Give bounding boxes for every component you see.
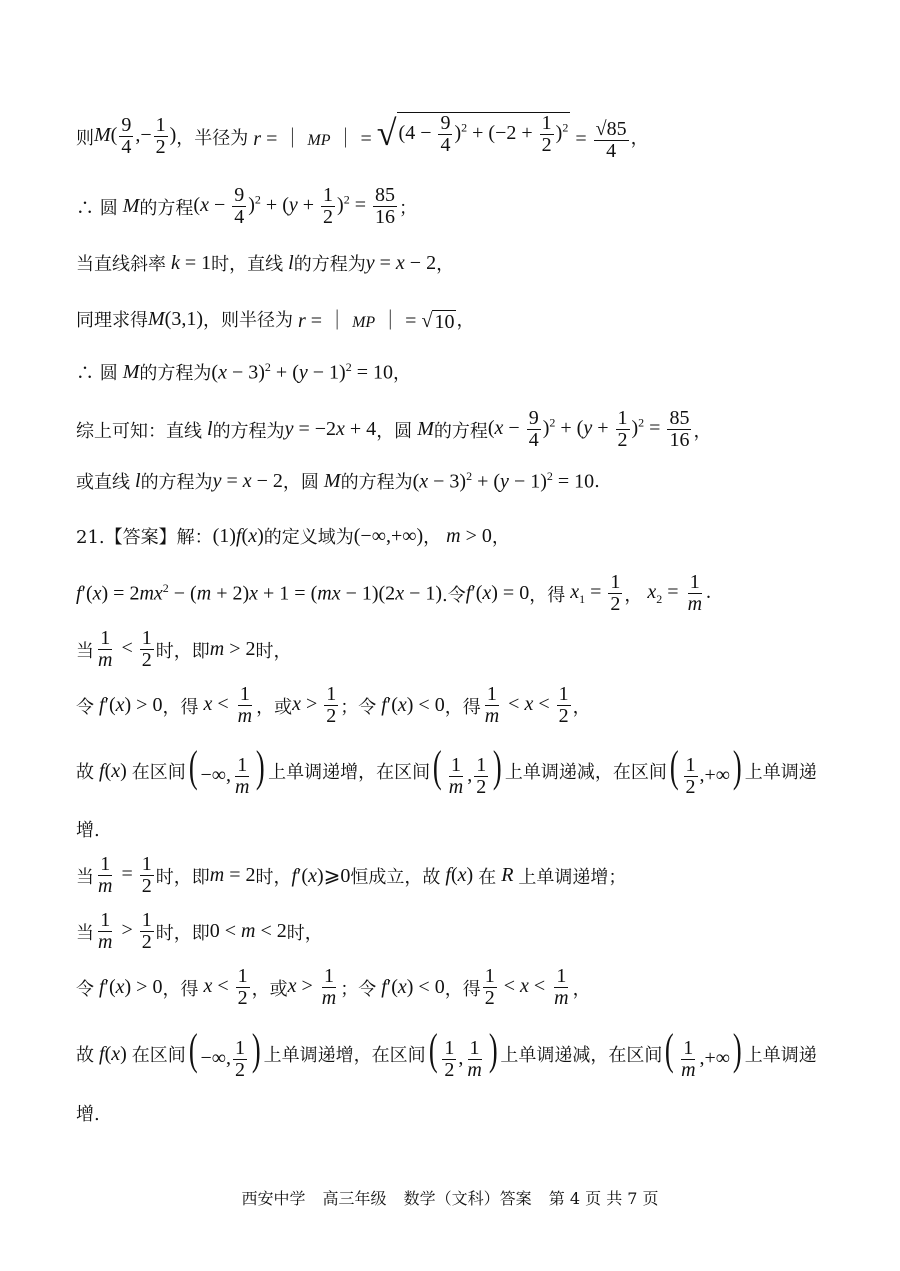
math: f′(x) < 0 — [381, 694, 445, 716]
line-4 — [76, 304, 474, 334]
text: 时，直线 — [211, 254, 284, 275]
math-fx: (1)f(x) — [212, 524, 264, 547]
text: ； — [399, 197, 417, 219]
line-11 — [76, 684, 591, 727]
text: 时， — [255, 866, 292, 888]
math: f′(x) > 0 — [99, 976, 163, 998]
line-12-monotonic — [76, 742, 817, 798]
math-line-eq: y = x − 2 — [212, 469, 283, 492]
text: ， — [624, 584, 643, 606]
footer-page-number: 第 4 页 共 7 页 — [548, 1189, 659, 1208]
math-m: M — [117, 360, 140, 383]
text: ，则半径为 — [203, 310, 293, 331]
line-10 — [76, 628, 291, 671]
text: ， — [436, 254, 455, 275]
text: ∴ 圆 — [76, 363, 118, 384]
math-equation: (x − $\frac{9}{4}$ )$^2$ + (y + $\frac{1}{2}$ )$^2$ = $\frac{85}{16}$ — [487, 407, 690, 451]
line-6-summary — [76, 408, 711, 451]
text: 上单调递增； — [518, 866, 627, 888]
text: ∴ 圆 — [76, 197, 118, 219]
text: 的方程为 — [293, 254, 366, 275]
text: ，或 — [251, 978, 288, 1000]
line-14 — [76, 854, 626, 897]
text: ；令 — [340, 978, 377, 1000]
text: 故 — [76, 762, 94, 784]
text: 的方程为 — [140, 472, 213, 493]
math: f′(x) < 0 — [381, 976, 445, 998]
text: 上单调递增，在区间 — [268, 762, 431, 784]
text: ，得 — [444, 978, 481, 1000]
text: ， — [630, 127, 649, 149]
math: $\frac{1}{m}$ = $\frac{1}{2}$ — [98, 853, 152, 897]
text: 恒成立，故 — [350, 866, 441, 888]
line-8-question-21 — [76, 523, 510, 549]
line-3 — [76, 250, 454, 276]
text: ， — [393, 363, 411, 384]
text: 当 — [76, 922, 94, 944]
math-cond: $\frac{1}{m}$ < $\frac{1}{2}$ — [98, 627, 152, 671]
math-point-m: M( $\frac{9}{4}$ ,− $\frac{1}{2}$ ) — [94, 114, 177, 159]
math-x2: $x_2$ = $\frac{1}{m}$ . — [647, 571, 712, 615]
text: ，得 — [529, 584, 566, 606]
text: 时，即 — [155, 922, 210, 944]
text: 在区间 — [131, 1045, 186, 1067]
text: ， — [572, 978, 591, 1000]
math: x > $\frac{1}{m}$ — [287, 965, 337, 1009]
line-9-derivative — [76, 572, 711, 615]
text: 上单调递减，在区间 — [504, 762, 667, 784]
text: ，得 — [162, 696, 199, 718]
math: f(x) — [445, 864, 479, 886]
math-domain: (−∞,+∞) — [353, 524, 424, 547]
text: 上单调递 — [744, 1045, 817, 1067]
math-equation: (x − $\frac{9}{4}$ )$^2$ + (y + $\frac{1}{2}$ )$^2$ = $\frac{85}{16}$ — [193, 184, 395, 228]
text: 当直线斜率 — [76, 254, 166, 275]
math-derivative: $f'(x) = 2mx^2 - (m + 2)x + 1 = (mx - 1)(2x - 1)$ — [76, 581, 443, 605]
text: ， — [456, 310, 475, 331]
text: 增. — [76, 1104, 100, 1125]
math-equation-2: $(x - 3)^2 + (y - 1)^2 = 10$ — [412, 468, 595, 493]
text: 的方程为 — [139, 363, 212, 384]
math-radius: r = ｜ MP ｜ = √ (4 − $\frac{9}{4}$ )$^2$ + (−2 + $\frac{1}{2}$ )$^2$ = $\frac{√85}{4}$ — [253, 112, 627, 162]
math-l: l — [202, 418, 213, 440]
math-line-eq: y = x − 2 — [365, 251, 437, 274]
math-x1: $x_1$ = $\frac{1}{2}$ — [570, 571, 621, 615]
text: 在区间 — [131, 762, 186, 784]
line-16 — [76, 966, 591, 1009]
text: ， — [423, 527, 442, 548]
math-m-pos: m > 0 — [446, 524, 492, 547]
page-footer — [0, 1186, 900, 1209]
math: $\frac{1}{m}$ < x < $\frac{1}{2}$ — [484, 683, 569, 727]
math: f(x) — [99, 1042, 132, 1065]
math: f′(x)⩾0 — [291, 865, 351, 887]
text: 上单调递增，在区间 — [263, 1045, 426, 1067]
text: 上单调递减，在区间 — [500, 1045, 663, 1067]
text: 的方程为 — [212, 420, 285, 442]
text: ，半径为 — [176, 127, 249, 149]
line-18 — [76, 1100, 100, 1126]
math-m: M — [412, 418, 434, 440]
text: 上单调递 — [744, 762, 817, 784]
line-2-circle-eq — [76, 185, 417, 228]
math-r: R — [496, 864, 519, 886]
math: $\frac{1}{m}$ > $\frac{1}{2}$ — [98, 909, 152, 953]
math-l: l — [283, 251, 294, 274]
text: 的方程 — [433, 420, 488, 442]
text: ， — [572, 696, 591, 718]
math-line-eq: y = −2x + 4 — [284, 418, 377, 440]
math-interval: ( $\frac{1}{m}$ , $\frac{1}{2}$ ) — [433, 742, 502, 798]
text: ，或 — [256, 696, 293, 718]
text: 时，即 — [155, 640, 210, 662]
math-m-gt2: m > 2 — [209, 638, 256, 660]
text: 综上可知：直线 — [76, 420, 202, 442]
line-13 — [76, 816, 100, 842]
text: 的方程 — [139, 197, 194, 219]
text: 的方程为 — [340, 472, 413, 493]
math-m: M — [117, 195, 140, 217]
text: .令 — [442, 584, 466, 606]
math: f(x) — [99, 759, 132, 782]
text: 则 — [76, 127, 94, 149]
math: m = 2 — [209, 864, 256, 886]
math-interval: ( $\frac{1}{2}$ ,+∞) — [669, 742, 742, 798]
math-interval: ( $\frac{1}{m}$ ,+∞) — [665, 1025, 742, 1081]
text: 增. — [76, 820, 100, 841]
math-k: k = 1 — [171, 251, 212, 274]
line-7 — [76, 468, 600, 494]
math-equation-2: $(x - 3)^2 + (y - 1)^2 = 10$ — [211, 359, 393, 384]
math-l: l — [130, 469, 141, 492]
text: ， — [491, 527, 510, 548]
math-interval: ( −∞, $\frac{1}{m}$ ) — [188, 742, 266, 798]
text: ，得 — [444, 696, 481, 718]
text: 时，即 — [155, 866, 210, 888]
math: x > $\frac{1}{2}$ — [292, 683, 337, 727]
text: 时， — [255, 640, 292, 662]
math: $\frac{1}{2}$ < x < $\frac{1}{m}$ — [484, 965, 569, 1009]
footer-subject: 数学（文科）答案 — [403, 1189, 532, 1208]
line-17-monotonic — [76, 1025, 817, 1081]
text: 21.【答案】解： — [76, 527, 213, 548]
text: 时， — [286, 922, 323, 944]
footer-school: 西安中学 — [241, 1189, 306, 1208]
math: x < $\frac{1}{m}$ — [203, 683, 253, 727]
math: f′(x) > 0 — [99, 694, 163, 716]
text: 当 — [76, 866, 94, 888]
text: ，圆 — [376, 420, 413, 442]
math-radius-2: r = ｜ MP ｜ = √ 10 — [298, 310, 455, 333]
text: 令 — [76, 978, 94, 1000]
math-m: M — [318, 469, 341, 492]
text: ；令 — [340, 696, 377, 718]
text: ， — [693, 420, 712, 442]
math-interval: ( −∞, $\frac{1}{2}$ ) — [188, 1025, 261, 1081]
text: 的定义域为 — [263, 527, 354, 548]
text: . — [594, 470, 600, 492]
text: 故 — [76, 1045, 94, 1067]
line-5 — [76, 359, 411, 385]
text: 当 — [76, 640, 94, 662]
text: ，得 — [162, 978, 199, 1000]
math-m31: M(3,1) — [148, 307, 203, 330]
math: x < $\frac{1}{2}$ — [203, 965, 248, 1009]
line-1-radius — [76, 112, 649, 162]
text: 在 — [478, 866, 497, 888]
math-interval: ( $\frac{1}{2}$ , $\frac{1}{m}$ ) — [428, 1025, 498, 1081]
text: 或直线 — [76, 472, 130, 493]
text: ，圆 — [282, 472, 319, 493]
line-15 — [76, 910, 323, 953]
text: 同理求得 — [76, 310, 148, 331]
math: 0 < m < 2 — [209, 920, 287, 942]
footer-grade: 高三年级 — [322, 1189, 387, 1208]
math-fprime-zero: f′(x) = 0 — [465, 582, 530, 604]
text: 令 — [76, 696, 94, 718]
